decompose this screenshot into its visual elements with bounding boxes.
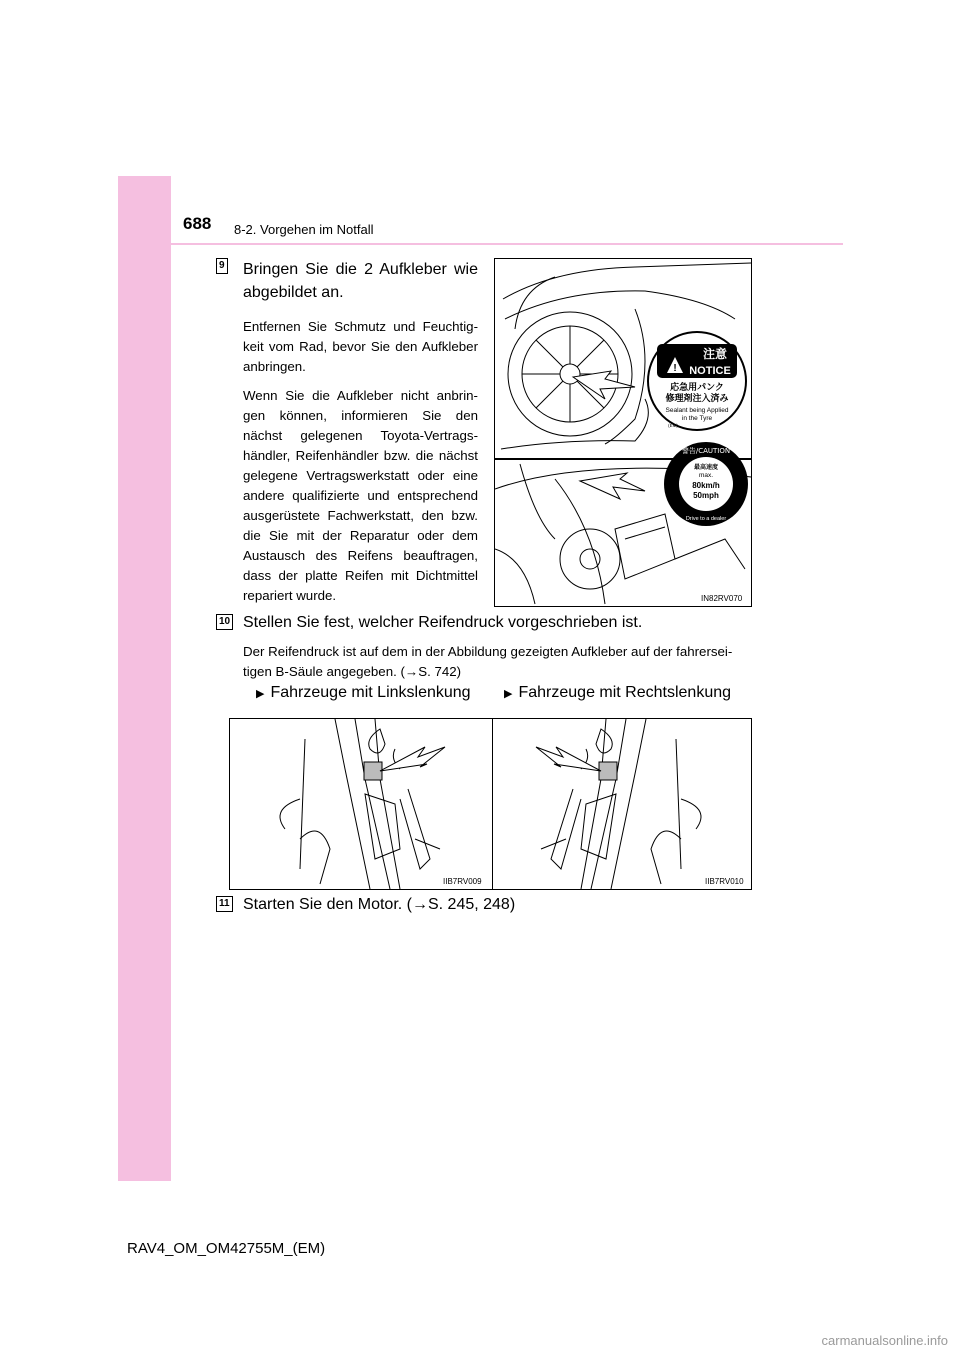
rhd-label-text: Fahrzeuge mit Rechtslenkung <box>518 684 732 701</box>
step-9-number: 9 <box>216 258 228 274</box>
caution-jp-speed: 最高速度 <box>693 464 719 471</box>
step-9-para-2: Wenn Sie die Aufkleber nicht anbrin-gen können, informieren Sie den nächst gelegenen Toyota-Vertrags-händler, Reifenhändler bzw. die nächst gelegene Vertragswerkstatt oder eine andere qualifizierte und entsprechend ausgerüstete Fachwerkstatt, den bzw. die Sie mit der Reparatur oder dem Austausch des Reifens beauftragen, dass der platte Reifen mit Dichtmittel repariert wurde. <box>243 388 478 603</box>
caution-bottom-text: Drive to a dealer <box>685 516 727 522</box>
step-9-para-1: Entfernen Sie Schmutz und Feuchtig-keit vom Rad, bevor Sie den Aufkleber anbringen. <box>243 319 478 374</box>
notice-en-title: NOTICE <box>689 365 731 377</box>
lhd-figure-code: IIB7RV009 <box>443 877 482 886</box>
step-9-body <box>243 317 478 615</box>
rhd-label <box>504 684 731 702</box>
lhd-label <box>256 684 471 702</box>
rhd-b-pillar-illustration <box>493 719 751 889</box>
notice-en-line-2: in the Tyre <box>681 415 713 422</box>
notice-en-line-1: Sealant being Applied <box>665 407 729 414</box>
lhd-label-text: Fahrzeuge mit Linkslenkung <box>270 684 471 701</box>
footer-doc-code: RAV4_OM_OM42755M_(EM) <box>127 1240 326 1257</box>
step-11-number: 11 <box>216 896 233 912</box>
step-9-title: Bringen Sie die 2 Aufkleber wie abgebildet an. <box>243 261 478 301</box>
rhd-figure <box>492 718 752 890</box>
caution-max: max. <box>698 472 714 479</box>
caution-ring-text: 警告/CAUTION <box>681 447 731 455</box>
sticker-illustration <box>495 259 751 606</box>
chapter-sidebar-tab <box>118 176 171 1181</box>
step-11-text: Starten Sie den Motor. (→S. 245, 248) <box>243 896 516 913</box>
lhd-figure <box>229 718 494 890</box>
figure-code: IN82RV070 <box>701 594 743 603</box>
notice-code: (EM) <box>668 423 678 428</box>
triangle-bullet-icon: ▶ <box>256 688 265 700</box>
page-number: 688 <box>183 214 212 233</box>
caution-mph: 50mph <box>693 491 719 500</box>
svg-text:!: ! <box>673 363 677 374</box>
watermark-link[interactable]: carmanualsonline.info <box>821 1333 948 1348</box>
step-10-number: 10 <box>216 614 233 630</box>
lhd-b-pillar-illustration <box>230 719 493 889</box>
triangle-bullet-icon: ▶ <box>504 688 513 700</box>
section-title: 8-2. Vorgehen im Notfall <box>234 222 374 237</box>
rhd-figure-code: IIB7RV010 <box>705 877 744 886</box>
header-rule <box>171 243 843 245</box>
step-10-title: Stellen Sie fest, welcher Reifendruck vorgeschrieben ist. <box>243 614 643 631</box>
sticker-figure <box>494 258 752 607</box>
caution-kmh: 80km/h <box>692 481 720 490</box>
notice-jp-line-2: 修理剤注入済み <box>665 394 729 404</box>
notice-jp-line-1: 応急用パンク <box>670 383 724 393</box>
notice-jp-title: 注意 <box>702 347 728 361</box>
step-10-body: Der Reifendruck ist auf dem in der Abbildung gezeigten Aufkleber auf der fahrersei-tigen B-Säule angegeben. (→S. 742) <box>243 644 733 679</box>
